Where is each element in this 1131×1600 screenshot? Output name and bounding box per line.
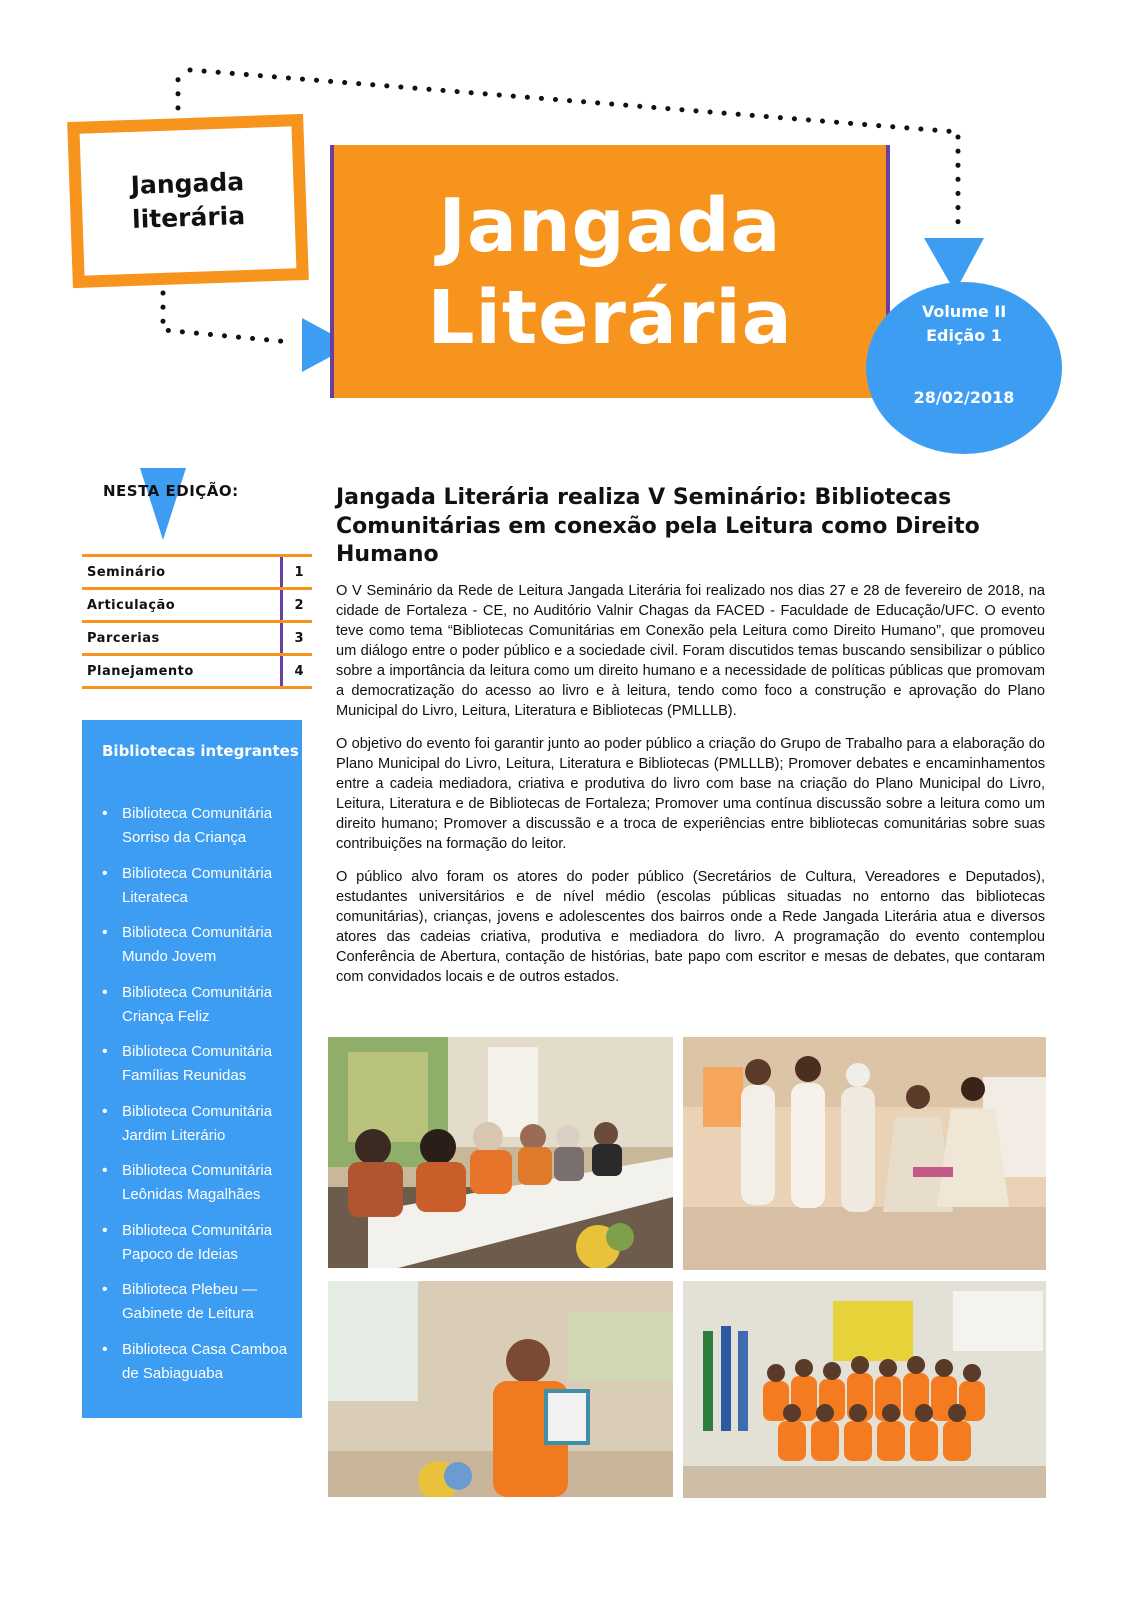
toc-row[interactable] [82, 620, 312, 653]
list-item: • Biblioteca Casa Camboa de Sabiaguaba [102, 1338, 297, 1398]
photo-storytelling [328, 1281, 673, 1497]
toc-label: Articulação [87, 597, 176, 613]
bibliotecas-list [102, 802, 297, 1397]
toc-row[interactable] [82, 554, 312, 587]
list-item: • Biblioteca Plebeu — Gabinete de Leitura [102, 1278, 297, 1338]
sidebar-title: Bibliotecas integrantes [102, 742, 299, 760]
article-paragraph: O objetivo do evento foi garantir junto ao poder público a criação do Grupo de Trabalho para a elaboração do Plano Municipal do Livro, Leitura, Literatura e Bibliotecas (PMLLLB); Promover debates e encaminhamentos entre a cadeia mediadora, criativa e produtiva do livro com base na criação do Plano Municipal do Livro, Leitura, Literatura e de Bibliotecas de Fortaleza; Promover uma contínua discussão sobre a leitura como um direito humano; Promover a discussão e a troca de experiências entre bibliotecas comunitárias sobre suas contribuições na formação do leitor. [336, 736, 1045, 852]
toc-label: Seminário [87, 564, 166, 580]
article-paragraph: O V Seminário da Rede de Leitura Jangada Literária foi realizado nos dias 27 e 28 de fevereiro de 2018, na cidade de Fortaleza - CE, no Auditório Valnir Chagas da FACED - Faculdade de Educação/UFC. O evento teve como tema “Bibliotecas Comunitárias em Conexão pela Leitura como Direito Humano”, que promoveu um diálogo entre o poder público e a sociedade civil. Foram discutidos temas buscando sensibilizar o público sobre a importância da leitura como um direito humano e a necessidade de políticas públicas que promovam a democratização do acesso ao livro e à leitura, tendo como foco a construção e aprovação do Plano Municipal do Livro, Leitura, Literatura e Bibliotecas (PMLLLB). [336, 583, 1045, 719]
issue-info [866, 300, 1062, 348]
masthead-title-line-1: Jangada [438, 182, 782, 269]
nesta-edicao-title: NESTA EDIÇÃO: [103, 482, 239, 500]
photo-seminar-panel [328, 1037, 673, 1268]
toc-row[interactable] [82, 653, 312, 689]
toc-label: Parcerias [87, 630, 160, 646]
article-headline: Jangada Literária realiza V Seminário: Bibliotecas Comunitárias em conexão pela Leitura como Direito Humano [336, 485, 980, 567]
triangle-down-icon [138, 466, 188, 542]
list-item: • Biblioteca Comunitária Mundo Jovem [102, 921, 297, 981]
toc-row[interactable] [82, 587, 312, 620]
issue-volume: Volume II [921, 302, 1007, 321]
logo-box [67, 114, 309, 288]
bibliotecas-sidebar [82, 720, 302, 1418]
issue-date: 28/02/2018 [913, 388, 1015, 407]
masthead-banner [330, 145, 890, 398]
issue-edition: Edição 1 [926, 326, 1002, 345]
logo-line-2: literária [131, 201, 246, 234]
article-body [336, 581, 1045, 1000]
toc-page: 1 [280, 557, 315, 587]
list-item: • Biblioteca Comunitária Criança Feliz [102, 981, 297, 1041]
photo-dance-performance [683, 1037, 1046, 1270]
photo-group [683, 1281, 1046, 1498]
table-of-contents [82, 554, 312, 689]
toc-label: Planejamento [87, 663, 194, 679]
list-item: • Biblioteca Comunitária Sorriso da Criança [102, 802, 297, 862]
list-item: • Biblioteca Comunitária Famílias Reunidas [102, 1040, 297, 1100]
list-item: • Biblioteca Comunitária Leônidas Magalhães [102, 1159, 297, 1219]
logo-line-1: Jangada [130, 167, 245, 200]
list-item: • Biblioteca Comunitária Literateca [102, 862, 297, 922]
list-item: • Biblioteca Comunitária Papoco de Ideias [102, 1219, 297, 1279]
masthead-title-line-2: Literária [427, 274, 793, 361]
list-item: • Biblioteca Comunitária Jardim Literário [102, 1100, 297, 1160]
toc-page: 3 [280, 623, 315, 653]
toc-page: 2 [280, 590, 315, 620]
article-paragraph: O público alvo foram os atores do poder público (Secretários de Cultura, Vereadores e Deputados), estudantes universitários e de nível médio (escolas públicas situadas no entorno das bibliotecas comunitárias), crianças, jovens e adolescentes dos bairros onde a Rede Jangada Literária atua e diversos atores das cadeias criativa, produtiva e mediadora do livro. A programação do evento contemplou Conferência de Abertura, contação de histórias, bate papo com escritor e mesas de debates, que contaram com convidados locais e de outros estados. [336, 869, 1045, 985]
toc-page: 4 [280, 656, 315, 686]
